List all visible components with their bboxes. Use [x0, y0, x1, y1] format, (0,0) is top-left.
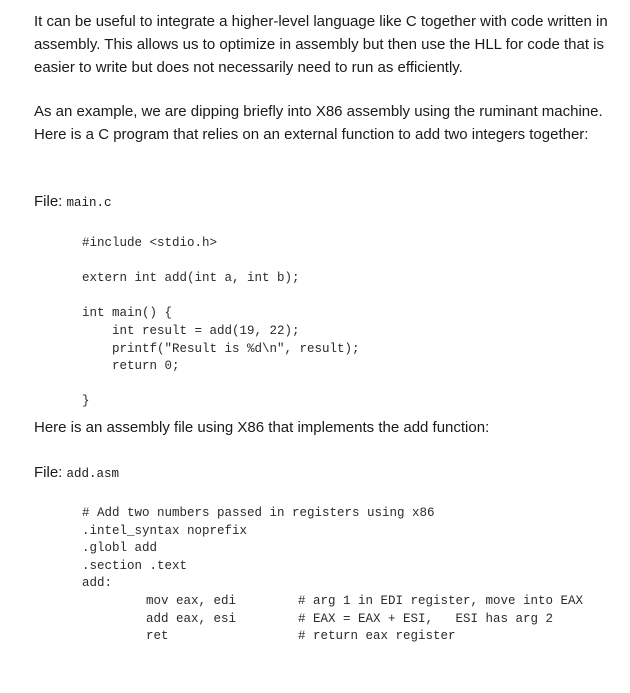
asm-intro-paragraph: Here is an assembly file using X86 that implements the add function:	[34, 419, 490, 436]
asm-code-row	[146, 628, 616, 646]
file-name-add-asm: add.asm	[66, 467, 120, 481]
c-code-block	[82, 235, 360, 411]
asm-code-header	[82, 505, 435, 593]
asm-instruction: add eax, esi	[146, 611, 237, 626]
asm-comment: # return eax register	[298, 629, 456, 644]
code-line: extern int add(int a, int b);	[82, 271, 300, 286]
code-line	[82, 253, 360, 271]
asm-code-row	[146, 611, 616, 629]
code-line: printf("Result is %d\n", result);	[82, 341, 360, 356]
file-label-prefix: File:	[34, 464, 63, 481]
asm-instruction: mov eax, edi	[146, 594, 237, 608]
code-line: #include <stdio.h>	[82, 236, 218, 250]
code-line: int main() {	[82, 306, 173, 321]
code-line	[82, 288, 360, 306]
asm-comment: # arg 1 in EDI register, move into EAX	[298, 594, 584, 608]
code-line: add:	[82, 576, 113, 591]
asm-instruction: ret	[146, 629, 169, 644]
file-label-main-c	[34, 192, 112, 213]
code-line: return 0;	[82, 359, 180, 374]
code-line: .intel_syntax noprefix	[82, 523, 248, 538]
file-label-add-asm	[34, 463, 119, 484]
file-name-main-c: main.c	[66, 196, 112, 210]
code-line: int result = add(19, 22);	[82, 323, 300, 338]
intro-paragraph: It can be useful to integrate a higher-level language like C together with code written in assembly. This allows us to optimize in assembly but then use the HLL for code that is easier to write but does not necessarily need to run as efficiently.	[34, 13, 608, 76]
code-line	[82, 376, 360, 394]
asm-code-body	[146, 593, 616, 646]
code-line: # Add two numbers passed in registers using x86	[82, 506, 435, 520]
example-paragraph: As an example, we are dipping briefly into X86 assembly using the ruminant machine. Here is a C program that relies on an external function to add two integers together:	[34, 103, 603, 143]
asm-comment: # EAX = EAX + ESI, ESI has arg 2	[298, 611, 554, 626]
file-label-prefix: File:	[34, 193, 63, 210]
code-line: .section .text	[82, 558, 188, 573]
code-line: .globl add	[82, 541, 158, 556]
asm-code-row	[146, 593, 616, 611]
code-line: }	[82, 394, 90, 409]
